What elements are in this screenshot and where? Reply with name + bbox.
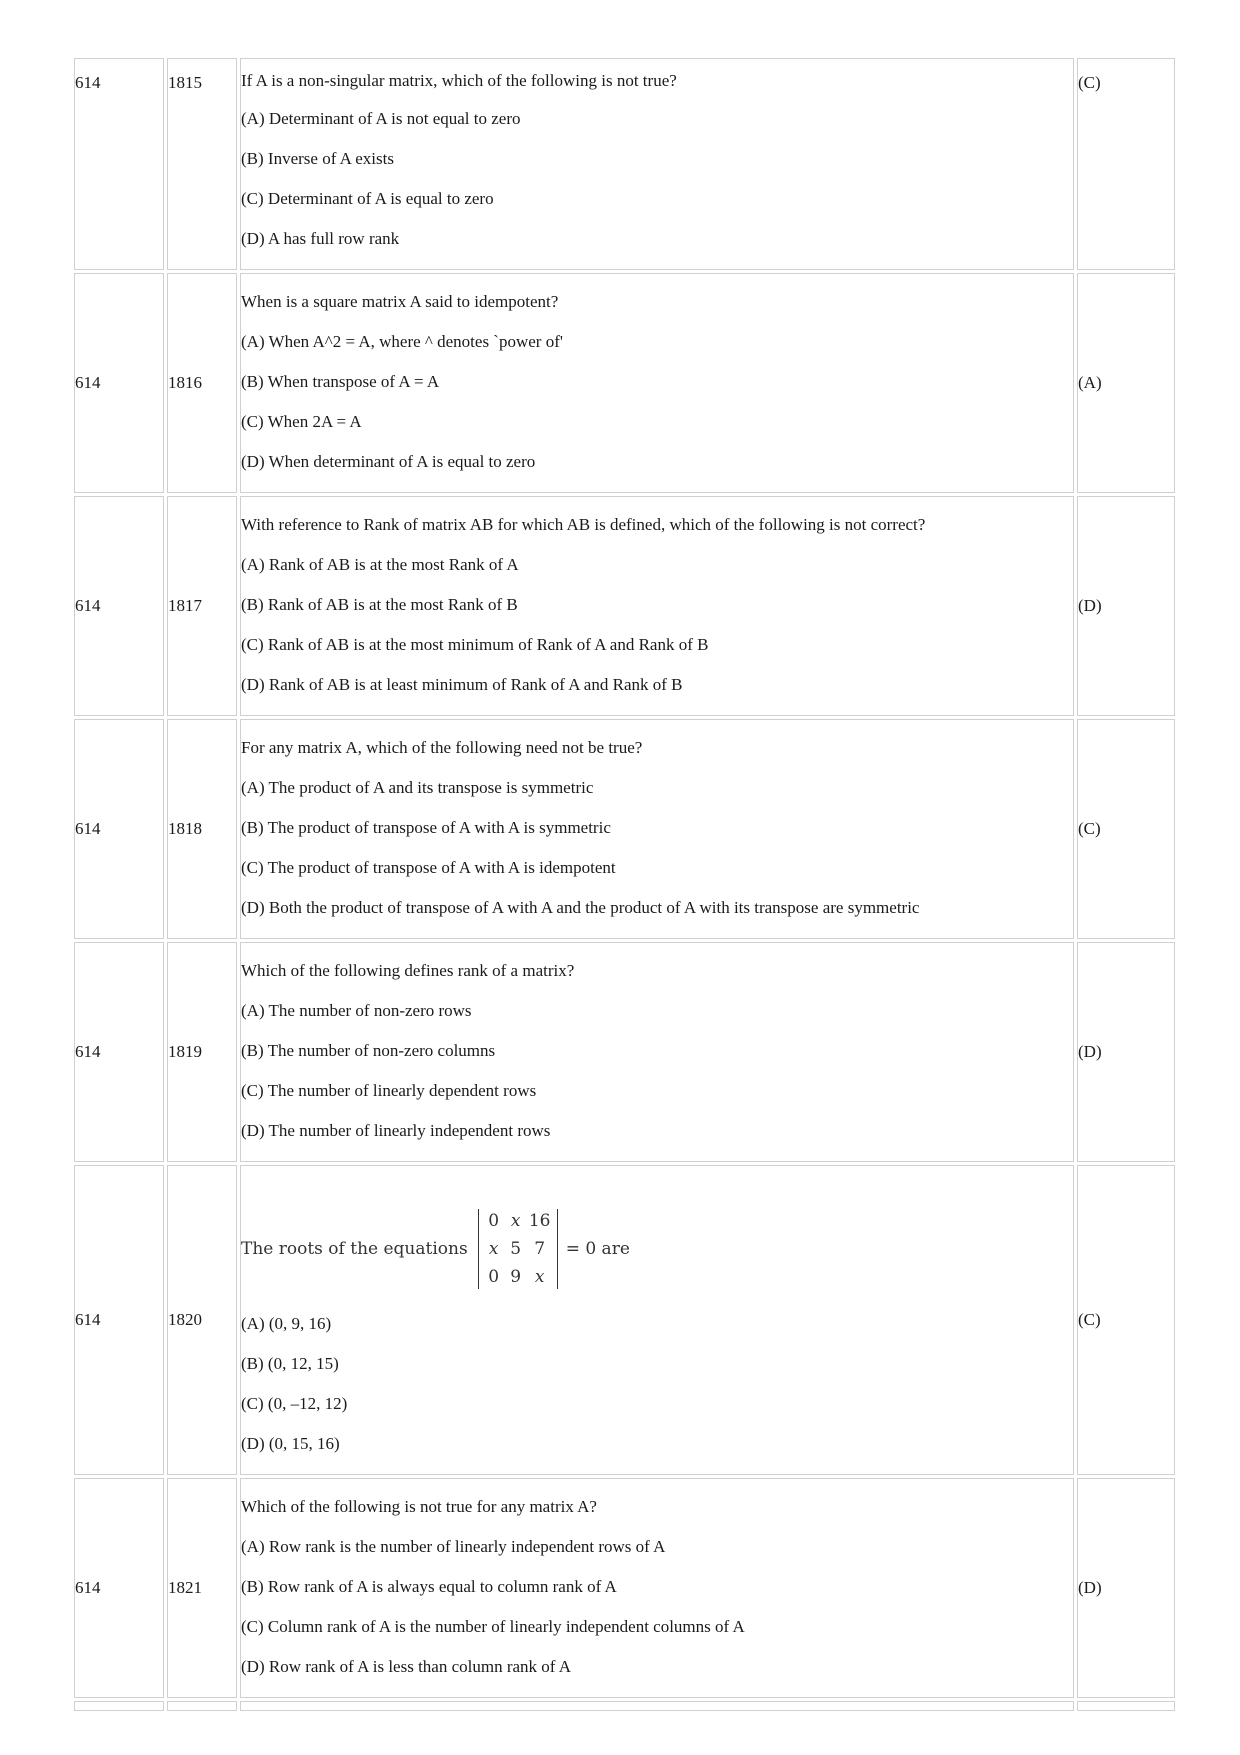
- option-text: (C) The number of linearly dependent rows: [241, 1081, 537, 1100]
- option-text: (B) Row rank of A is always equal to column rank of A: [241, 1577, 617, 1596]
- question-text-block: [241, 497, 1073, 715]
- question-cell: [240, 719, 1074, 939]
- option-text: (C) The product of transpose of A with A is idempotent: [241, 858, 616, 877]
- question-number-cell: 1820: [167, 1165, 237, 1475]
- subject-code-cell: 614: [74, 273, 164, 493]
- answer-cell: (A): [1077, 273, 1175, 493]
- matrix-entry: 16: [528, 1211, 551, 1231]
- question-text-block: [241, 1479, 1073, 1697]
- question-text-block: [241, 720, 1073, 938]
- question-table: [71, 55, 1178, 1714]
- determinant-equation: [241, 1194, 1073, 1304]
- question-cell: [240, 1478, 1074, 1698]
- question-number-cell: 1817: [167, 496, 237, 716]
- question-stem: When is a square matrix A said to idempotent?: [241, 292, 559, 311]
- question-stem: Which of the following is not true for any matrix A?: [241, 1497, 597, 1516]
- subject-code-cell: 614: [74, 1165, 164, 1475]
- matrix-entry: x: [534, 1267, 545, 1287]
- answer-cell: (C): [1077, 58, 1175, 270]
- determinant-matrix: [478, 1209, 558, 1289]
- option-text: (D) When determinant of A is equal to zero: [241, 452, 536, 471]
- option-text: (D) Rank of AB is at least minimum of Rank of A and Rank of B: [241, 675, 683, 694]
- option-text: (A) The product of A and its transpose is symmetric: [241, 778, 594, 797]
- equation-suffix: = 0 are: [565, 1239, 630, 1259]
- empty-cell: [1077, 1701, 1175, 1711]
- subject-code-cell: 614: [74, 1478, 164, 1698]
- option-text: (A) When A^2 = A, where ^ denotes `power of': [241, 332, 563, 351]
- table-row-partial: [74, 1701, 1175, 1711]
- answer-cell: (C): [1077, 719, 1175, 939]
- option-text: (C) Column rank of A is the number of linearly independent columns of A: [241, 1617, 745, 1636]
- option-text: (A) (0, 9, 16): [241, 1314, 332, 1333]
- option-text: (D) A has full row rank: [241, 229, 400, 248]
- question-cell: [240, 1165, 1074, 1475]
- subject-code-cell: 614: [74, 942, 164, 1162]
- option-text: (D) Both the product of transpose of A with A and the product of A with its transpose are symmetric: [241, 898, 920, 917]
- subject-code-cell: 614: [74, 719, 164, 939]
- question-stem: With reference to Rank of matrix AB for which AB is defined, which of the following is not correct?: [241, 515, 926, 534]
- option-text: (B) The number of non-zero columns: [241, 1041, 496, 1060]
- subject-code-cell: 614: [74, 496, 164, 716]
- option-text: (B) Inverse of A exists: [241, 149, 394, 168]
- option-text: (C) When 2A = A: [241, 412, 362, 431]
- option-text: (B) Rank of AB is at the most Rank of B: [241, 595, 518, 614]
- answer-cell: (D): [1077, 1478, 1175, 1698]
- question-cell: [240, 496, 1074, 716]
- option-text: (A) Row rank is the number of linearly independent rows of A: [241, 1537, 666, 1556]
- table-row: [74, 1478, 1175, 1698]
- question-text-block: [241, 1166, 1073, 1474]
- question-text-block: [241, 274, 1073, 492]
- option-text: (D) The number of linearly independent rows: [241, 1121, 551, 1140]
- option-text: (C) Determinant of A is equal to zero: [241, 189, 494, 208]
- question-number-cell: 1818: [167, 719, 237, 939]
- answer-cell: (D): [1077, 496, 1175, 716]
- question-stem: If A is a non-singular matrix, which of the following is not true?: [241, 71, 677, 90]
- question-cell: [240, 58, 1074, 270]
- table-row: [74, 1165, 1175, 1475]
- question-text-block: [241, 943, 1073, 1161]
- matrix-entry: x: [510, 1211, 521, 1231]
- option-text: (A) The number of non-zero rows: [241, 1001, 472, 1020]
- option-text: (B) When transpose of A = A: [241, 372, 440, 391]
- table-row: [74, 496, 1175, 716]
- matrix-entry: 7: [534, 1239, 546, 1259]
- option-text: (C) (0, –12, 12): [241, 1394, 348, 1413]
- subject-code-cell: 614: [74, 58, 164, 270]
- matrix-entry: 5: [510, 1239, 522, 1259]
- option-text: (A) Rank of AB is at the most Rank of A: [241, 555, 519, 574]
- table-row: [74, 942, 1175, 1162]
- option-text: (A) Determinant of A is not equal to zero: [241, 109, 521, 128]
- option-text: (C) Rank of AB is at the most minimum of Rank of A and Rank of B: [241, 635, 709, 654]
- answer-cell: (C): [1077, 1165, 1175, 1475]
- question-cell: [240, 942, 1074, 1162]
- matrix-entry: 9: [510, 1267, 522, 1287]
- question-number-cell: 1816: [167, 273, 237, 493]
- empty-cell: [240, 1701, 1074, 1711]
- question-text-block: [241, 59, 1073, 269]
- question-number-cell: 1819: [167, 942, 237, 1162]
- option-text: (B) (0, 12, 15): [241, 1354, 339, 1373]
- option-text: (B) The product of transpose of A with A is symmetric: [241, 818, 611, 837]
- table-row: [74, 58, 1175, 270]
- table-row: [74, 719, 1175, 939]
- empty-cell: [74, 1701, 164, 1711]
- empty-cell: [167, 1701, 237, 1711]
- answer-cell: (D): [1077, 942, 1175, 1162]
- question-stem: For any matrix A, which of the following need not be true?: [241, 738, 643, 757]
- matrix-entry: 0: [488, 1267, 500, 1287]
- question-number-cell: 1821: [167, 1478, 237, 1698]
- matrix-entry: x: [488, 1239, 499, 1259]
- option-text: (D) (0, 15, 16): [241, 1434, 340, 1453]
- equation-prefix: The roots of the equations: [241, 1239, 468, 1259]
- question-table-page: [74, 58, 1178, 1714]
- option-text: (D) Row rank of A is less than column rank of A: [241, 1657, 572, 1676]
- question-cell: [240, 273, 1074, 493]
- matrix-entry: 0: [488, 1211, 500, 1231]
- question-stem: Which of the following defines rank of a matrix?: [241, 961, 575, 980]
- table-row: [74, 273, 1175, 493]
- question-number-cell: 1815: [167, 58, 237, 270]
